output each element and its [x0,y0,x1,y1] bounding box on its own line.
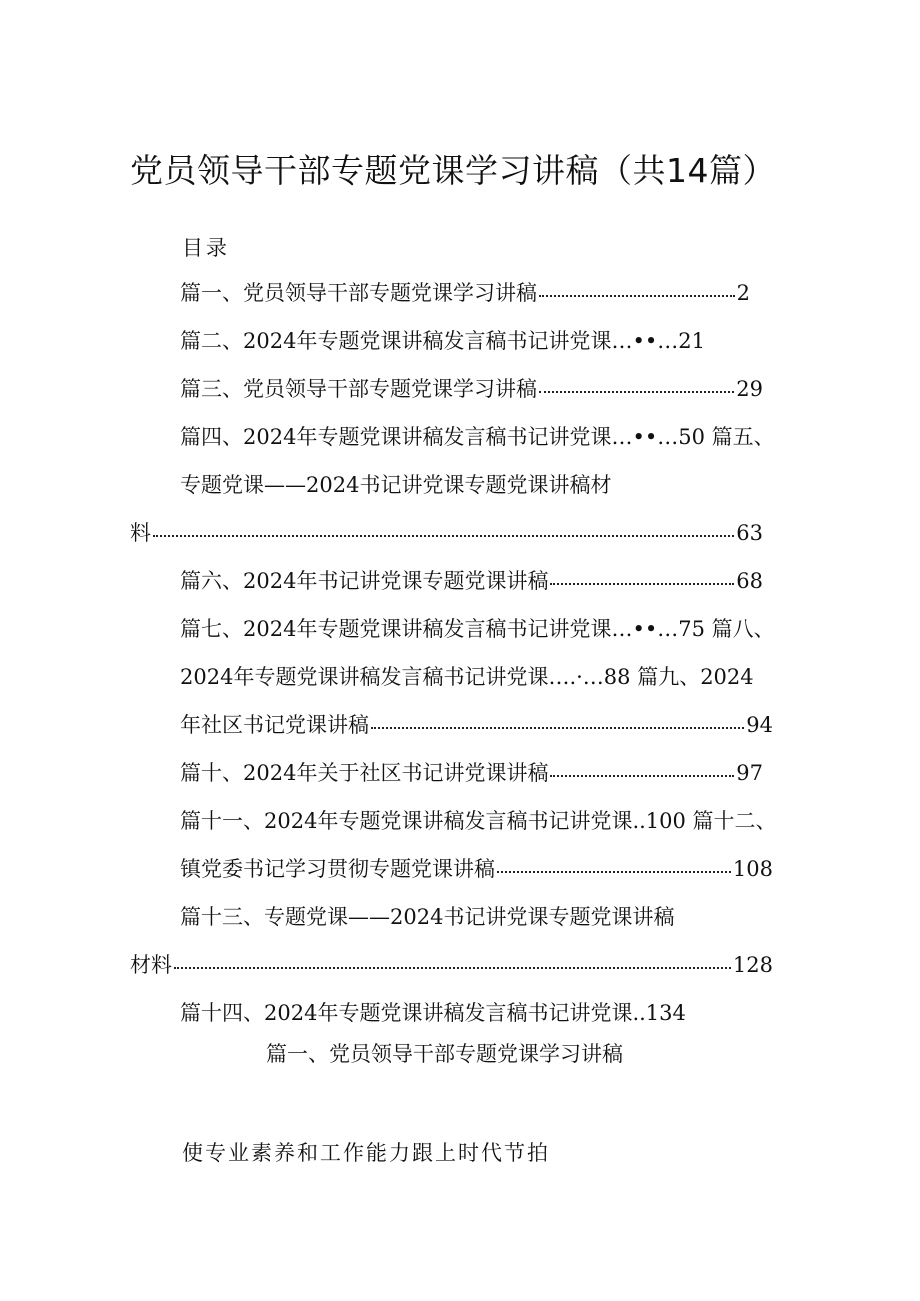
dot-leader [550,582,734,585]
toc-entry-7[interactable]: 篇七、2024年专题党课讲稿发言稿书记讲党课…••…75 篇八、 [180,617,775,641]
toc-entry-11[interactable]: 篇十一、2024年专题党课讲稿发言稿书记讲党课..100 篇十二、 [180,809,777,833]
toc-page-number: 2 [736,281,750,305]
toc-entry-8[interactable]: 2024年专题党课讲稿发言稿书记讲党课….·…88 篇九、2024 [180,665,754,689]
document-title: 党员领导干部专题党课学习讲稿（共14篇） [130,151,776,190]
toc-entry-label: 料 [130,521,151,545]
toc-entry-13-line-2[interactable] [130,951,773,979]
toc-entry-label: 材料 [130,953,172,977]
toc-page-number: 128 [732,953,773,977]
section-heading: 篇一、党员领导干部专题党课学习讲稿 [266,1042,623,1066]
dot-leader [153,534,734,537]
toc-entry-3[interactable] [180,375,763,403]
toc-entry-1[interactable] [180,279,750,307]
dot-leader [539,294,735,297]
dot-leader [539,390,734,393]
toc-entry-13-line-1[interactable]: 篇十三、专题党课——2024书记讲党课专题党课讲稿 [180,905,675,929]
toc-entry-10[interactable] [180,759,763,787]
toc-entry-label: 镇党委书记学习贯彻专题党课讲稿 [180,857,495,881]
toc-page-number: 63 [736,521,763,545]
toc-entry-4[interactable]: 篇四、2024年专题党课讲稿发言稿书记讲党课…••…50 篇五、 [180,425,775,449]
toc-entry-14[interactable]: 篇十四、2024年专题党课讲稿发言稿书记讲党课..134 [180,1001,686,1025]
body-text: 使专业素养和工作能力跟上时代节拍 [182,1141,550,1165]
toc-entry-6[interactable] [180,567,763,595]
toc-entry-label: 年社区书记党课讲稿 [180,713,369,737]
toc-entry-label: 篇一、党员领导干部专题党课学习讲稿 [180,281,537,305]
toc-entry-label: 篇三、党员领导干部专题党课学习讲稿 [180,377,537,401]
toc-heading: 目录 [182,236,230,260]
toc-entry-5-line-2[interactable] [130,519,763,547]
toc-entry-12[interactable] [180,855,773,883]
toc-entry-5-line-1[interactable]: 专题党课——2024书记讲党课专题党课讲稿材 [180,473,612,497]
dot-leader [550,774,734,777]
toc-page-number: 94 [746,713,773,737]
dot-leader [497,870,731,873]
toc-page-number: 29 [736,377,763,401]
toc-page-number: 68 [736,569,763,593]
dot-leader [174,966,731,969]
toc-entry-2[interactable]: 篇二、2024年专题党课讲稿发言稿书记讲党课…••…21 [180,329,705,353]
toc-entry-9[interactable] [180,711,773,739]
toc-entry-label: 篇六、2024年书记讲党课专题党课讲稿 [180,569,549,593]
toc-page-number: 97 [736,761,763,785]
toc-entry-label: 篇十、2024年关于社区书记讲党课讲稿 [180,761,549,785]
toc-page-number: 108 [732,857,773,881]
dot-leader [371,726,744,729]
